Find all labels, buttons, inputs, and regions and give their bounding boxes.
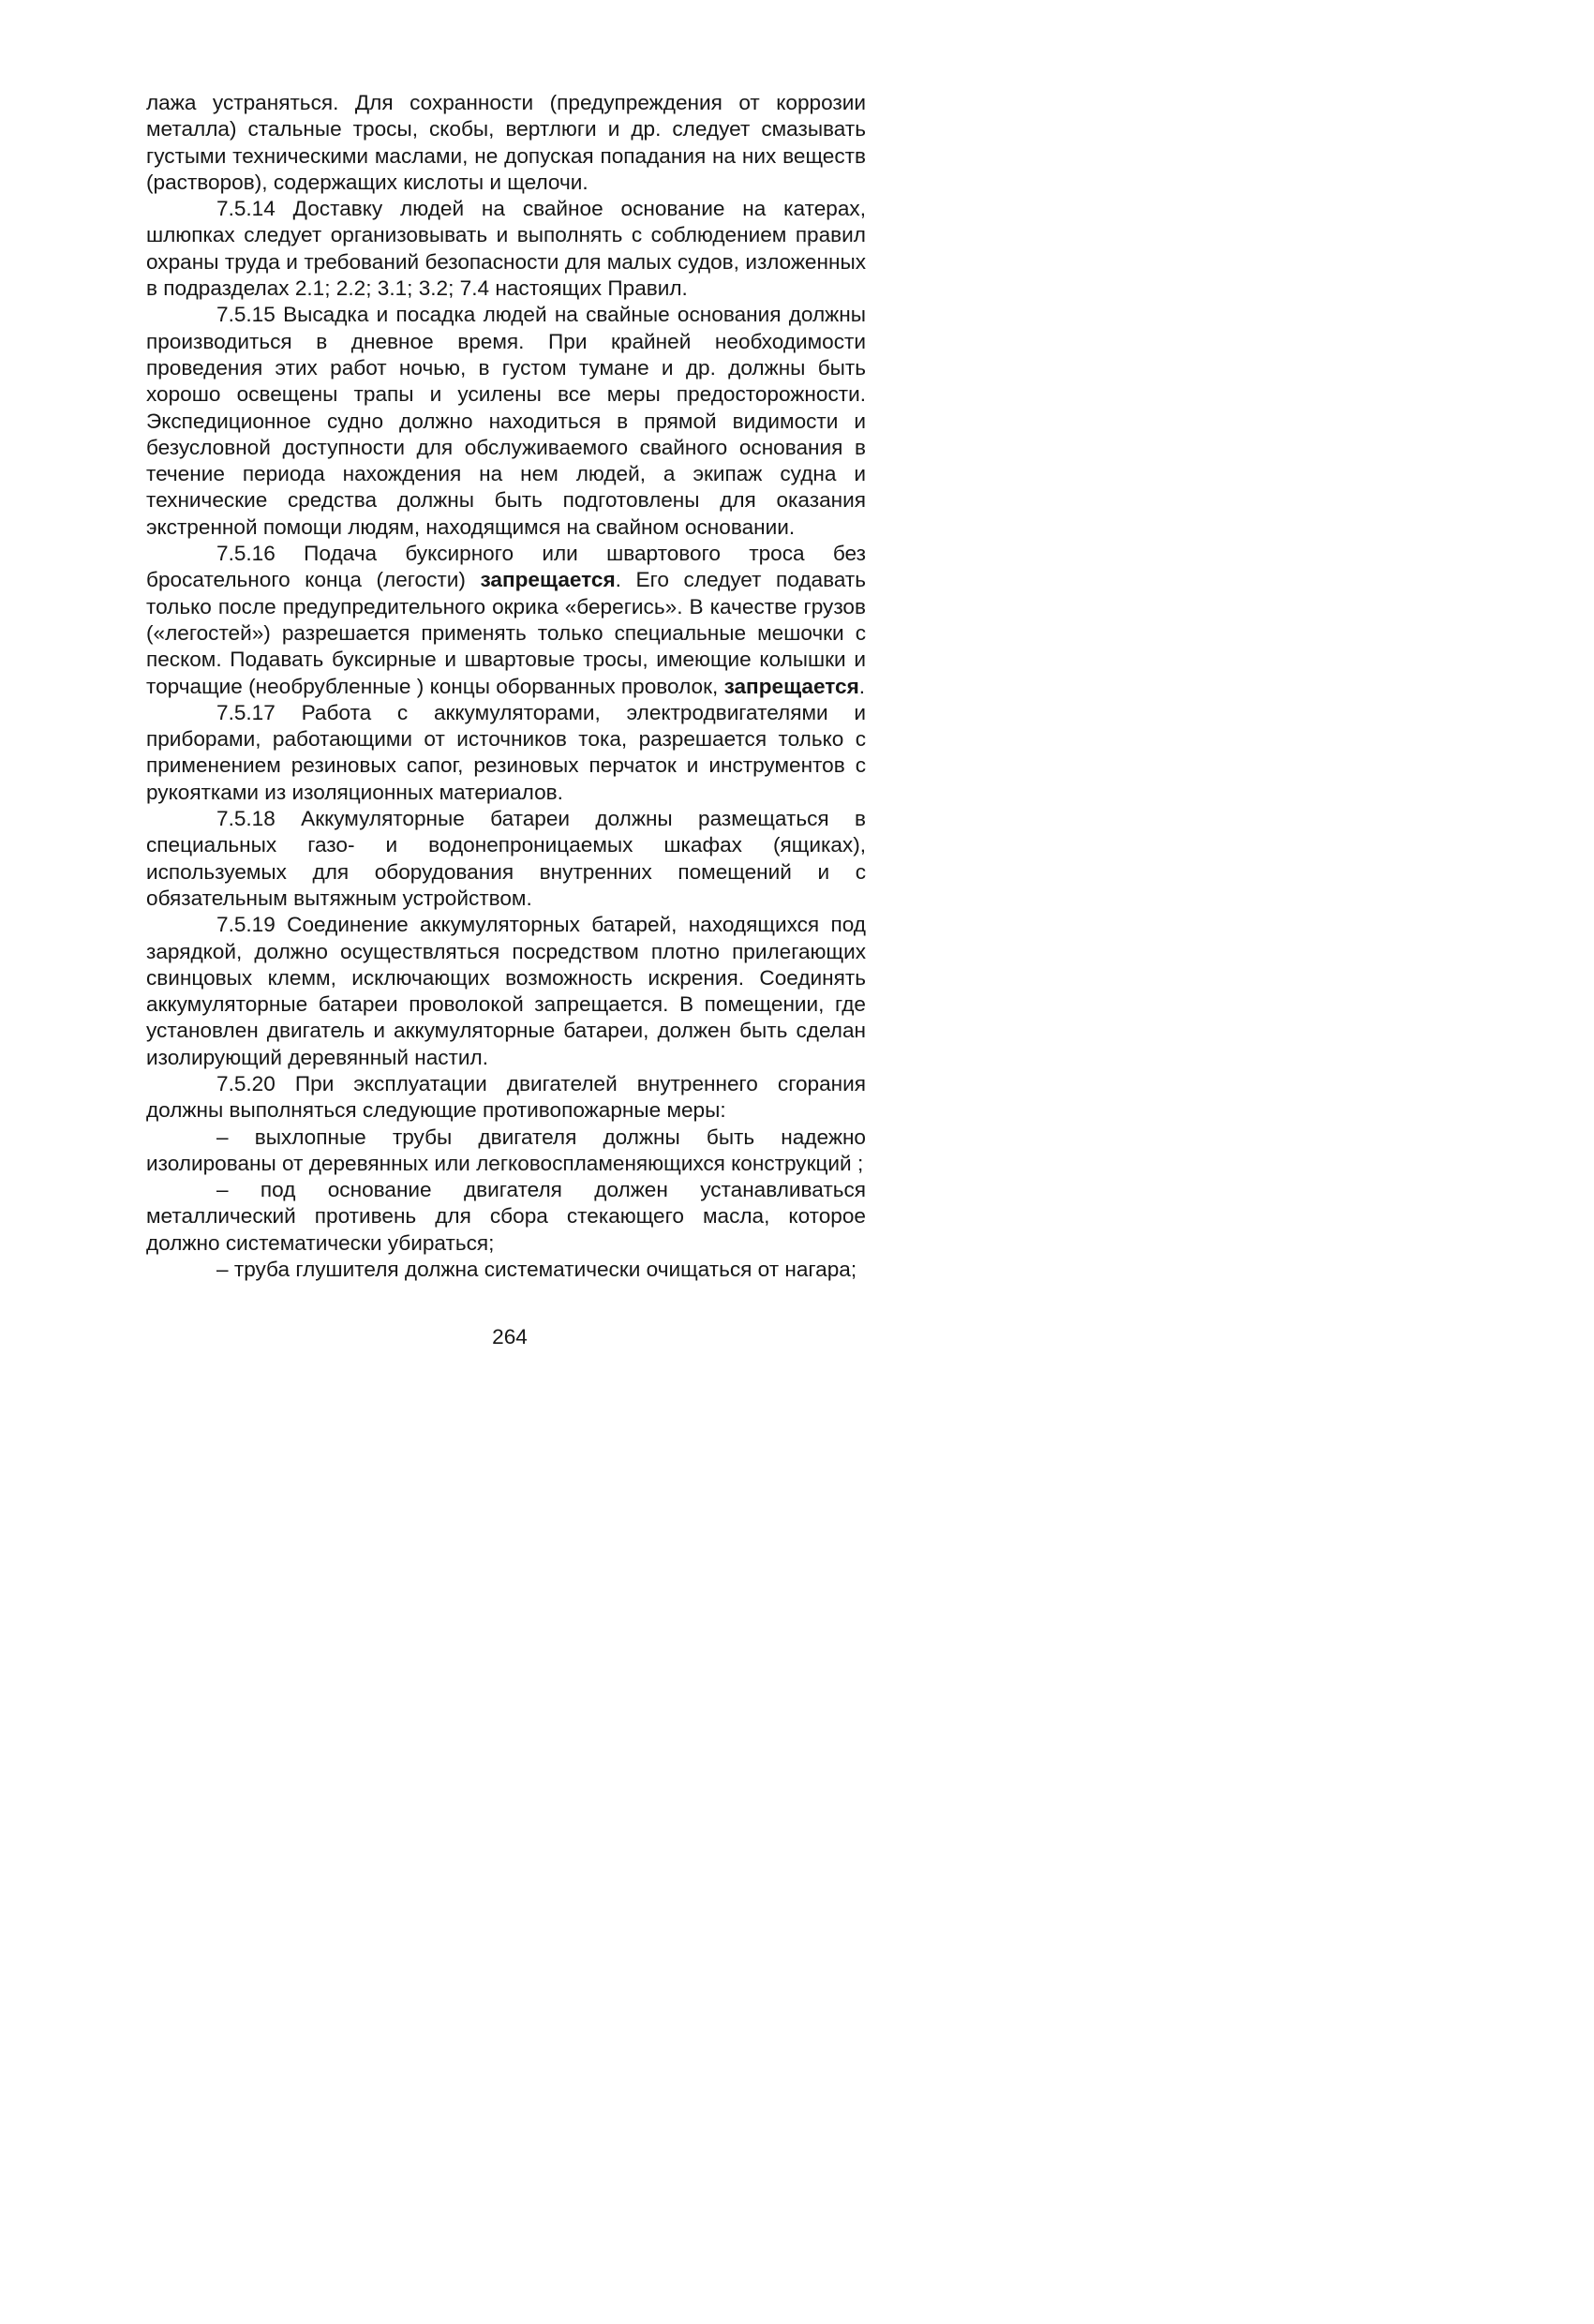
paragraph-7-5-15: 7.5.15 Высадка и посадка людей на свайные основания должны производиться в дневное время. При крайней необходимости проведения этих работ ночью, в густом тумане и др. должны быть хорошо освещены трапы и усилены все меры предосторожности. Экспедиционное судно должно находиться в прямой видимости и безусловной доступности для обслуживаемого свайного основания в течение периода нахождения на нем людей, а экипаж судна и технические средства должны быть подготовлены для оказания экстренной помощи людям, находящимся на свайном основании. [146, 303, 866, 539]
text-run: 7.5.16 Подача буксирного или швартового троса без бросательного конца (легости) [146, 542, 866, 592]
paragraph-7-5-20: 7.5.20 При эксплуатации двигателей внутреннего сгорания должны выполняться следующие противопожарные меры: [146, 1071, 866, 1123]
bold-prohibited: запрещается [723, 674, 859, 698]
paragraph-7-5-19: 7.5.19 Соединение аккумуляторных батарей, находящихся под зарядкой, должно осуществляться посредством плотно прилегающих свинцовых клемм, исключающих возможность искрения. Соединять аккумуляторные батареи проволокой запрещается. В помещении, где установлен двигатель и аккумуляторные батареи, должен быть сделан изолирующий деревянный настил. [146, 913, 866, 1069]
text-run: . [858, 674, 866, 698]
paragraph-7-5-17: 7.5.17 Работа с аккумуляторами, электродвигателями и приборами, работающими от источников тока, разрешается только с применением резиновых сапог, резиновых перчаток и инструментов с рукоятками из изоляционных материалов. [146, 700, 866, 804]
list-item-exhaust-pipes: – выхлопные трубы двигателя должны быть надежно изолированы от деревянных или легковоспламеняющихся конструкций ; [146, 1125, 866, 1175]
bold-prohibited: запрещается [480, 568, 616, 592]
paragraph-7-5-18: 7.5.18 Аккумуляторные батареи должны размещаться в специальных газо- и водонепроницаемых шкафах (ящиках), используемых для оборудования внутренних помещений и с обязательным вытяжным устройством. [146, 807, 866, 910]
paragraph-continuation: лажа устраняться. Для сохранности (предупреждения от коррозии металла) стальные тросы, скобы, вертлюги и др. следует смазывать густыми техническими маслами, не допуская попадания на них веществ (растворов), содержащих кислоты и щелочи. [146, 91, 866, 194]
document-body [146, 90, 866, 1283]
paragraph-7-5-16 [146, 541, 866, 700]
text-run: . Его следует подавать только после предупредительного окрика «берегись». В качестве грузов («легостей») разрешается применять только специальные мешочки с песком. Подавать буксирные и швартовые тросы, имеющие колышки и торчащие (необрубленные ) концы оборванных проволок, [146, 568, 867, 698]
page-number: 264 [492, 1325, 528, 1348]
list-item-oil-tray: – под основание двигателя должен устанавливаться металлический противень для сбора стекающего масла, которое должно систематически убираться; [146, 1178, 866, 1255]
paragraph-7-5-14: 7.5.14 Доставку людей на свайное основание на катерах, шлюпках следует организовывать и выполнять с соблюдением правил охраны труда и требований безопасности для малых судов, изложенных в подразделах 2.1; 2.2; 3.1; 3.2; 7.4 настоящих Правил. [146, 197, 866, 301]
list-item-muffler: – труба глушителя должна систематически очищаться от нагара; [216, 1258, 857, 1282]
